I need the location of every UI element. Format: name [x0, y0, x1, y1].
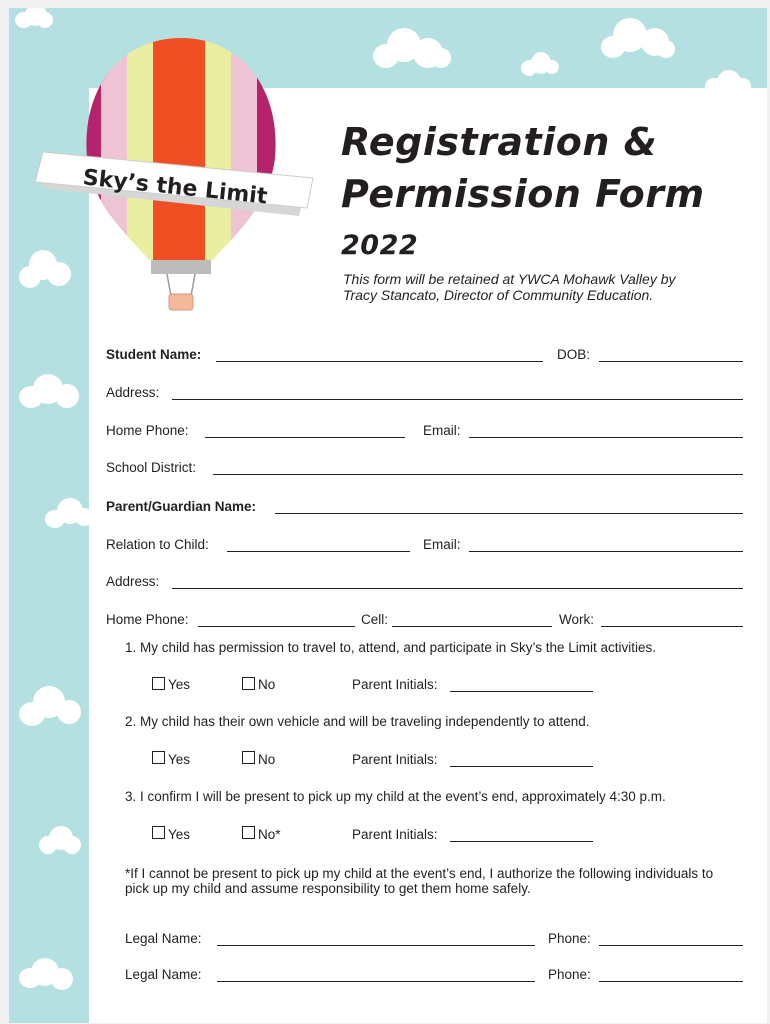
cloud-icon	[521, 52, 561, 78]
cloud-icon	[13, 8, 53, 30]
parent-home-phone-field[interactable]	[198, 626, 355, 627]
question-3-yes-checkbox[interactable]	[152, 826, 165, 839]
question-3-initials-field[interactable]	[450, 841, 593, 842]
question-2-yes-checkbox[interactable]	[152, 751, 165, 764]
parent-name-label: Parent/Guardian Name:	[106, 499, 257, 514]
student-email-field[interactable]	[469, 437, 743, 438]
question-3-text: 3. I confirm I will be present to pick up my child at the event’s end, approximately 4:30 p.m.	[125, 789, 666, 804]
cell-field[interactable]	[392, 626, 552, 627]
parent-email-field[interactable]	[469, 551, 743, 552]
question-1-yes-label: Yes	[168, 677, 191, 692]
question-2-text: 2. My child has their own vehicle and will be traveling independently to attend.	[125, 714, 590, 729]
question-3-initials-label: Parent Initials:	[352, 827, 438, 842]
form-title-line1: Registration &	[341, 120, 658, 164]
question-3-no-label: No*	[258, 827, 281, 842]
cloud-icon	[705, 70, 755, 92]
pickup-2-phone-label: Phone:	[548, 967, 591, 982]
parent-home-phone-label: Home Phone:	[106, 612, 189, 627]
school-district-label: School District:	[106, 460, 197, 475]
dob-label: DOB:	[557, 347, 591, 362]
parent-address-field[interactable]	[172, 588, 743, 589]
cloud-icon	[373, 22, 453, 72]
form-year: 2022	[341, 230, 419, 261]
balloon-banner-text: Sky’s the Limit	[81, 165, 269, 210]
question-1-no-checkbox[interactable]	[242, 677, 255, 690]
student-home-phone-label: Home Phone:	[106, 423, 189, 438]
question-1-yes-checkbox[interactable]	[152, 677, 165, 690]
form-page	[9, 8, 767, 1023]
question-2-initials-field[interactable]	[450, 766, 593, 767]
cloud-icon	[19, 374, 81, 414]
question-1-text: 1. My child has permission to travel to, attend, and participate in Sky’s the Limit activities.	[125, 640, 656, 655]
pickup-1-phone-label: Phone:	[548, 931, 591, 946]
student-address-label: Address:	[106, 385, 160, 400]
pickup-2-phone-field[interactable]	[599, 981, 743, 982]
question-1-no-label: No	[258, 677, 276, 692]
cloud-icon	[19, 958, 75, 992]
work-field[interactable]	[601, 626, 743, 627]
student-email-label: Email:	[423, 423, 461, 438]
cloud-icon	[39, 826, 83, 858]
student-name-field[interactable]	[216, 361, 543, 362]
pickup-2-legal-name-label: Legal Name:	[125, 967, 202, 982]
question-1-initials-field[interactable]	[450, 691, 593, 692]
parent-email-label: Email:	[423, 537, 461, 552]
form-subtitle: This form will be retained at YWCA Mohawk Valley by Tracy Stancato, Director of Community Education.	[343, 271, 676, 303]
work-label: Work:	[559, 612, 595, 627]
dob-field[interactable]	[599, 361, 743, 362]
question-2-yes-label: Yes	[168, 752, 191, 767]
pickup-1-phone-field[interactable]	[599, 945, 743, 946]
relation-field[interactable]	[227, 551, 410, 552]
form-title-line2: Permission Form	[341, 172, 705, 216]
question-2-no-checkbox[interactable]	[242, 751, 255, 764]
student-name-label: Student Name:	[106, 347, 202, 362]
cloud-icon	[19, 686, 81, 732]
pickup-1-legal-name-field[interactable]	[217, 945, 535, 946]
question-3-no-checkbox[interactable]	[242, 826, 255, 839]
pickup-1-legal-name-label: Legal Name:	[125, 931, 202, 946]
student-home-phone-field[interactable]	[205, 437, 405, 438]
question-1-initials-label: Parent Initials:	[352, 677, 438, 692]
cell-label: Cell:	[361, 612, 389, 627]
cloud-icon	[601, 14, 679, 64]
question-2-no-label: No	[258, 752, 276, 767]
school-district-field[interactable]	[213, 474, 743, 475]
relation-label: Relation to Child:	[106, 537, 209, 552]
student-address-field[interactable]	[172, 399, 743, 400]
pickup-authorization-note: *If I cannot be present to pick up my child at the event’s end, I authorize the following individuals to pick up my child and assume responsibility to get them home safely.	[125, 866, 714, 896]
hot-air-balloon-logo	[31, 28, 331, 318]
question-3-yes-label: Yes	[168, 827, 191, 842]
parent-name-field[interactable]	[275, 513, 743, 514]
parent-address-label: Address:	[106, 574, 160, 589]
cloud-icon	[45, 498, 95, 532]
pickup-2-legal-name-field[interactable]	[217, 981, 535, 982]
question-2-initials-label: Parent Initials:	[352, 752, 438, 767]
